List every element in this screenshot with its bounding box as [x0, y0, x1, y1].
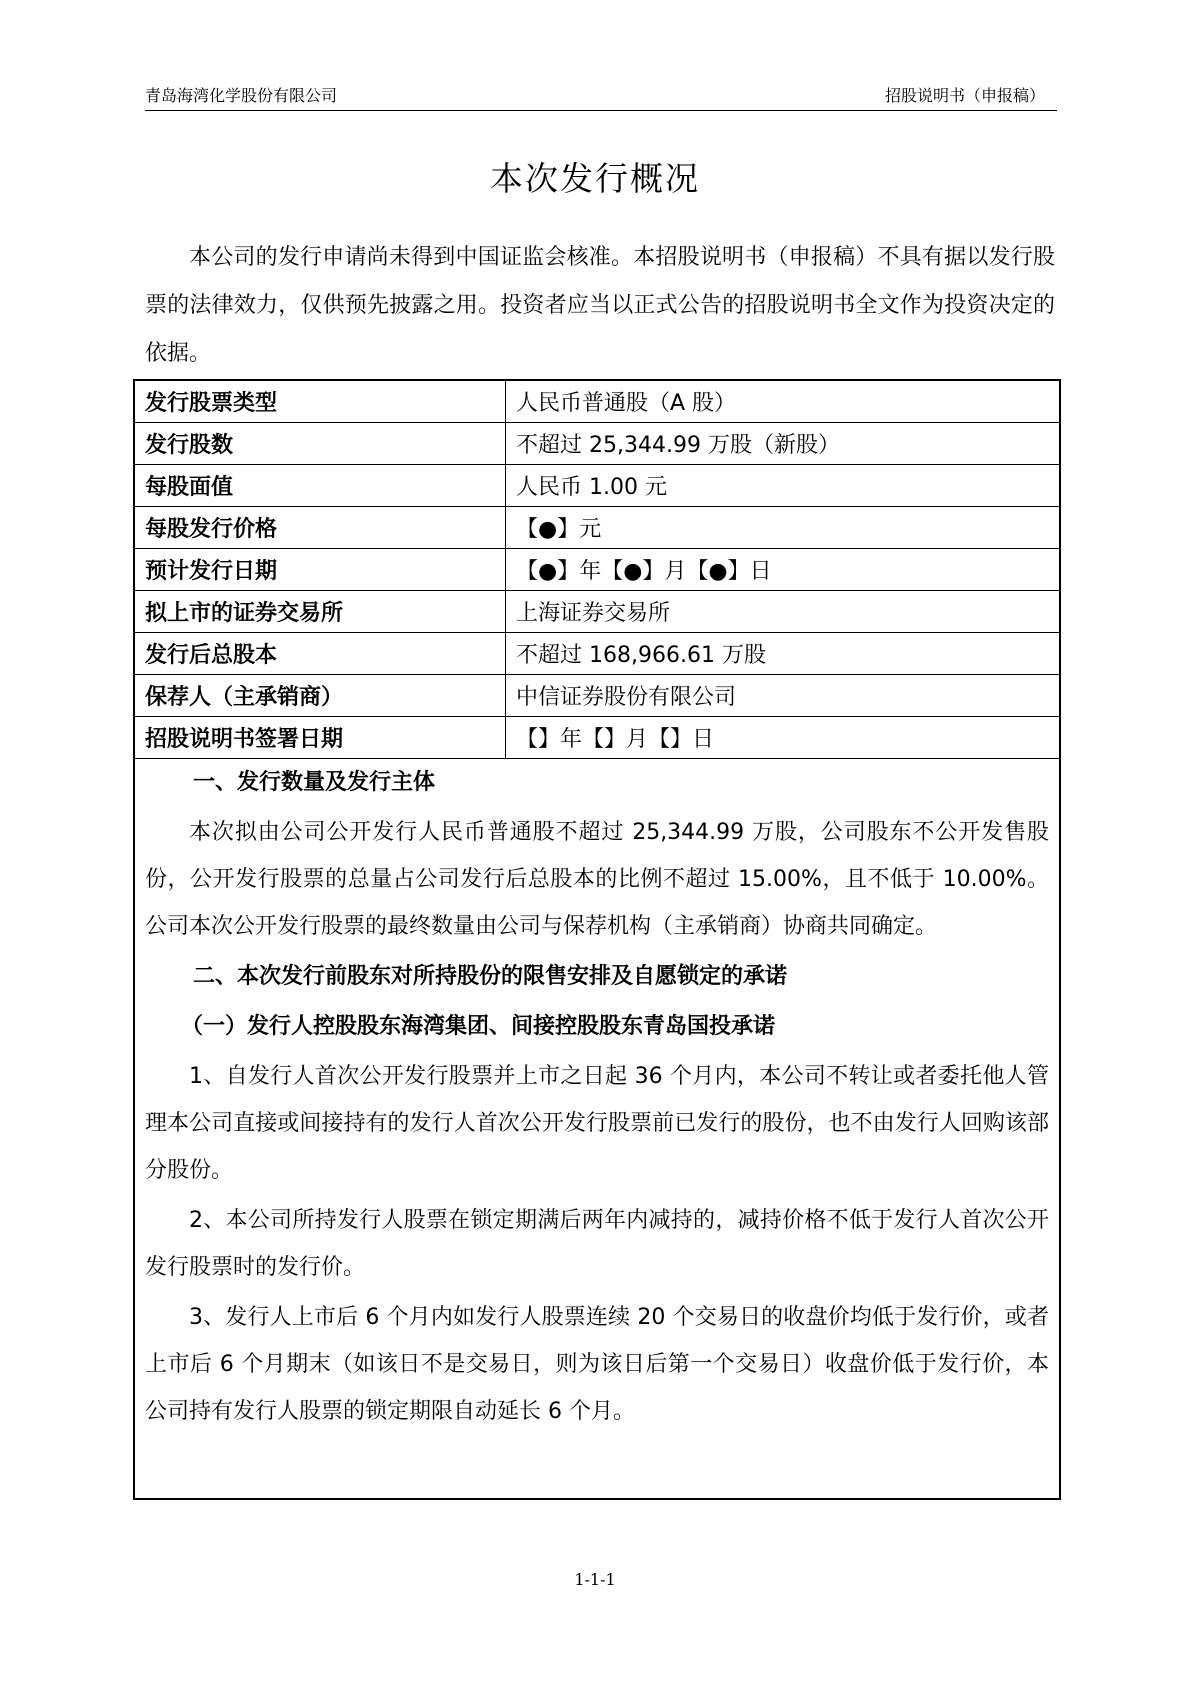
page-title: 本次发行概况 [490, 159, 700, 198]
section-heading-issue-quantity: 一、发行数量及发行主体 [193, 770, 436, 795]
subsection-heading-controlling-shareholder: （一）发行人控股股东海湾集团、间接控股股东青岛国投承诺 [181, 1014, 776, 1039]
row-label: 发行股票类型 [135, 381, 506, 423]
row-value: 人民币 1.00 元 [506, 465, 1060, 507]
offering-info-table [135, 381, 1059, 759]
row-value: 上海证券交易所 [506, 591, 1060, 633]
table-row [135, 675, 1059, 717]
commitment-paragraph-1: 1、自发行人首次公开发行股票并上市之日起 36 个月内，本公司不转让或者委托他人管理本公司直接或间接持有的发行人首次公开发行股票前已发行的股份，也不由发行人回购该部分股份。 [145, 1064, 1049, 1183]
offering-details [135, 759, 1059, 1435]
table-row [135, 717, 1059, 759]
table-row [135, 507, 1059, 549]
row-label: 发行股数 [135, 423, 506, 465]
row-value: 人民币普通股（A 股） [506, 381, 1060, 423]
header-document-type: 招股说明书（申报稿） [884, 86, 1045, 105]
row-value: 【●】年【●】月【●】日 [506, 549, 1060, 591]
table-row [135, 549, 1059, 591]
issue-quantity-paragraph: 本次拟由公司公开发行人民币普通股不超过 25,344.99 万股，公司股东不公开发售股份，公开发行股票的总量占公司发行后总股本的比例不超过 15.00%，且不低于 10.00%。公司本次公开发行股票的最终数量由公司与保荐机构（主承销商）协商共同确定。 [145, 820, 1049, 939]
row-label: 每股面值 [135, 465, 506, 507]
row-value: 中信证券股份有限公司 [506, 675, 1060, 717]
row-label: 预计发行日期 [135, 549, 506, 591]
page-header [145, 84, 1057, 111]
row-label: 每股发行价格 [135, 507, 506, 549]
offering-summary-box [133, 379, 1061, 1500]
row-value: 不超过 168,966.61 万股 [506, 633, 1060, 675]
section-heading-lockup: 二、本次发行前股东对所持股份的限售安排及自愿锁定的承诺 [193, 964, 788, 989]
row-label: 拟上市的证券交易所 [135, 591, 506, 633]
table-row [135, 465, 1059, 507]
row-value: 【】年【】月【】日 [506, 717, 1060, 759]
row-label: 发行后总股本 [135, 633, 506, 675]
table-row [135, 423, 1059, 465]
commitment-paragraph-3: 3、发行人上市后 6 个月内如发行人股票连续 20 个交易日的收盘价均低于发行价，或者上市后 6 个月期末（如该日不是交易日，则为该日后第一个交易日）收盘价低于发行价，本公司持有发行人股票的锁定期限自动延长 6 个月。 [145, 1305, 1049, 1424]
table-row [135, 381, 1059, 423]
page-number: 1-1-1 [574, 1570, 616, 1589]
row-label: 招股说明书签署日期 [135, 717, 506, 759]
commitment-paragraph-2: 2、本公司所持发行人股票在锁定期满后两年内减持的，减持价格不低于发行人首次公开发行股票时的发行价。 [145, 1208, 1049, 1280]
row-value: 不超过 25,344.99 万股（新股） [506, 423, 1060, 465]
table-row [135, 633, 1059, 675]
row-label: 保荐人（主承销商） [135, 675, 506, 717]
table-row [135, 591, 1059, 633]
intro-paragraph: 本公司的发行申请尚未得到中国证监会核准。本招股说明书（申报稿）不具有据以发行股票的法律效力，仅供预先披露之用。投资者应当以正式公告的招股说明书全文作为投资决定的依据。 [145, 245, 1055, 366]
header-company-name: 青岛海湾化学股份有限公司 [145, 86, 338, 105]
row-value: 【●】元 [506, 507, 1060, 549]
